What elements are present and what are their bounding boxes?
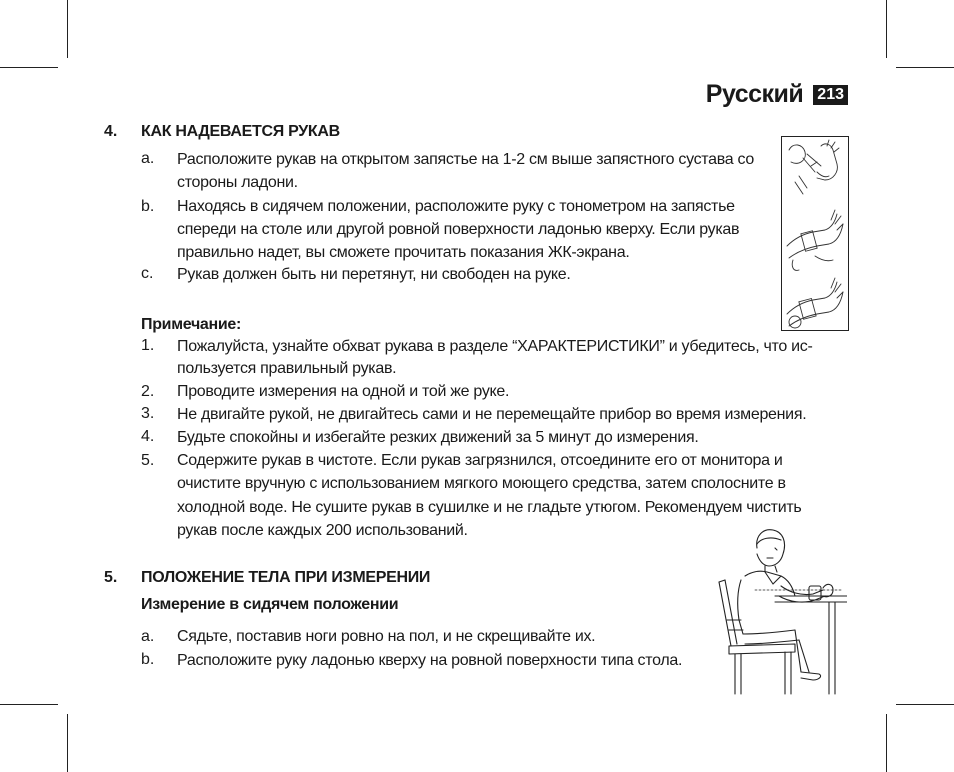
list-marker: 2. xyxy=(141,383,155,400)
list-item-line: Расположите рукав на открытом запястье на 1-2 см выше запястного сустава со xyxy=(177,151,754,168)
list-marker: 4. xyxy=(141,428,155,445)
list-item-line: Расположите руку ладонью кверху на ровной поверхности типа стола. xyxy=(177,652,683,669)
list-marker: c. xyxy=(141,265,154,282)
note-title: Примечание: xyxy=(141,316,242,333)
seated-measurement-illustration xyxy=(715,526,847,698)
note-line: Не двигайте рукой, не двигайтесь сами и не перемещайте прибор во время измерения. xyxy=(177,406,807,423)
list-marker: a. xyxy=(141,150,155,167)
list-item-line: Сядьте, поставив ноги ровно на пол, и не скрещивайте их. xyxy=(177,628,596,645)
section-title: ПОЛОЖЕНИЕ ТЕЛА ПРИ ИЗМЕРЕНИИ xyxy=(141,569,431,586)
note-line: Будьте спокойны и избегайте резких движений за 5 минут до измерения. xyxy=(177,429,699,446)
list-marker: b. xyxy=(141,198,155,215)
page-header xyxy=(706,80,848,109)
note-line: рукав после каждых 200 использований. xyxy=(177,522,468,539)
crop-mark xyxy=(886,0,887,58)
note-line: очистите вручную с использованием мягкого моющего средства, затем сполосните в xyxy=(177,475,786,492)
section-number: 4. xyxy=(104,123,118,140)
note-line: холодной воде. Не сушите рукав в сушилке и не гладьте утюгом. Рекомендуем чистить xyxy=(177,499,802,516)
list-marker: 5. xyxy=(141,452,155,469)
crop-mark xyxy=(886,714,887,772)
list-marker: 3. xyxy=(141,405,155,422)
list-marker: 1. xyxy=(141,337,155,354)
crop-mark xyxy=(0,67,58,68)
list-item-line: спереди на столе или другой ровной поверхности ладонью кверху. Если рукав xyxy=(177,221,740,238)
page-number: 213 xyxy=(813,85,848,105)
list-marker: a. xyxy=(141,628,155,645)
language-title: Русский xyxy=(705,80,804,108)
note-line: Содержите рукав в чистоте. Если рукав загрязнился, отсоедините его от монитора и xyxy=(177,452,783,469)
note-line: пользуется правильный рукав. xyxy=(177,360,397,377)
crop-mark xyxy=(896,67,954,68)
list-item-line: Находясь в сидячем положении, расположите руку с тонометром на запястье xyxy=(177,198,735,215)
crop-mark xyxy=(0,704,58,705)
list-item-line: правильно надет, вы сможете прочитать показания ЖК-экрана. xyxy=(177,244,630,261)
list-marker: b. xyxy=(141,651,155,668)
crop-mark xyxy=(67,0,68,58)
section-number: 5. xyxy=(104,569,118,586)
list-item-line: стороны ладони. xyxy=(177,174,298,191)
list-item-line: Рукав должен быть ни перетянут, ни свободен на руке. xyxy=(177,266,571,283)
note-line: Пожалуйста, узнайте обхват рукава в разделе “ХАРАКТЕРИСТИКИ” и убедитесь, что ис- xyxy=(177,338,813,355)
crop-mark xyxy=(67,714,68,772)
crop-mark xyxy=(896,704,954,705)
section-subtitle: Измерение в сидячем положении xyxy=(141,596,399,613)
wrist-cuff-steps-illustration xyxy=(781,136,849,331)
note-line: Проводите измерения на одной и той же руке. xyxy=(177,383,510,400)
section-title: КАК НАДЕВАЕТСЯ РУКАВ xyxy=(141,123,340,140)
